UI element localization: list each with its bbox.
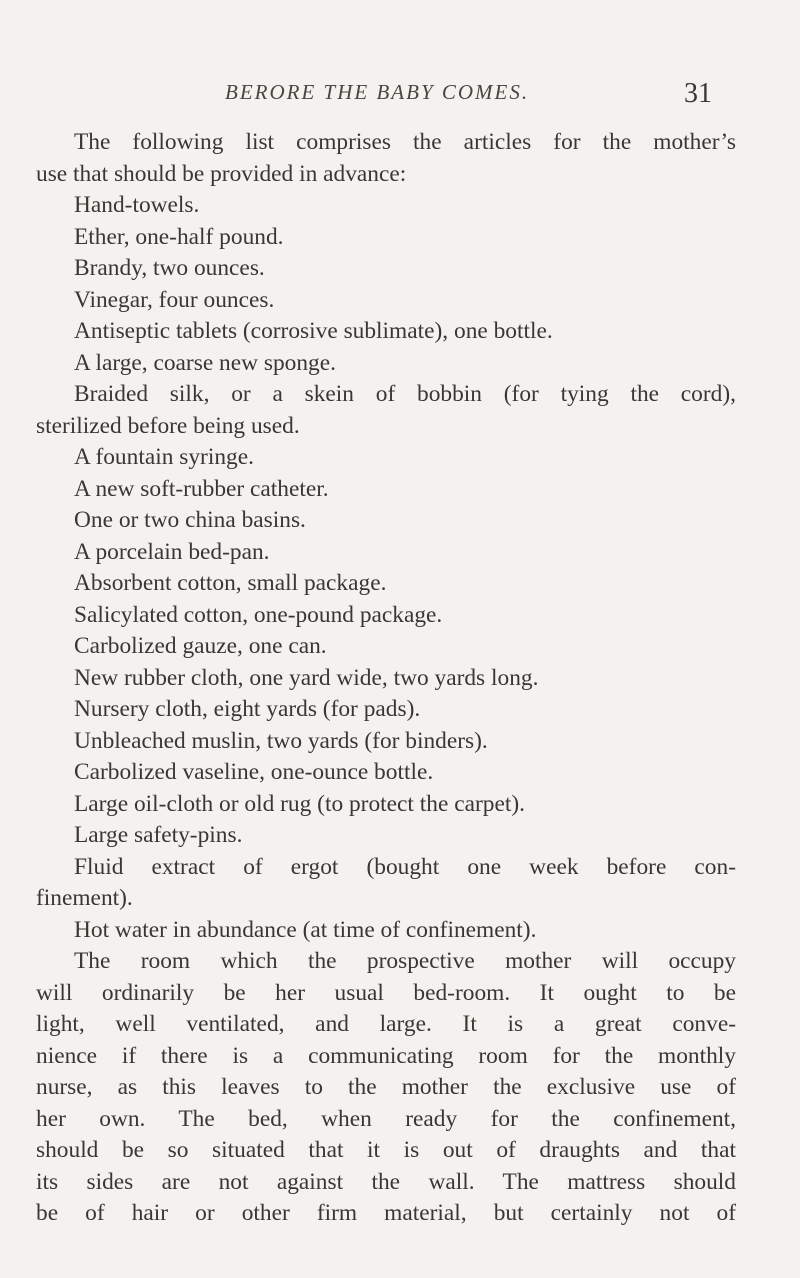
- paragraph-line: her own. The bed, when ready for the confinement,: [36, 1105, 736, 1132]
- running-head: BERORE THE BABY COMES.: [225, 80, 530, 104]
- paragraph-line: nurse, as this leaves to the mother the exclusive use of: [36, 1074, 736, 1100]
- list-item: New rubber cloth, one yard wide, two yards long.: [74, 664, 539, 691]
- paragraph-line: be of hair or other firm material, but certainly not of: [36, 1200, 736, 1226]
- list-item: Carbolized gauze, one can.: [74, 633, 327, 659]
- list-item: Brandy, two ounces.: [74, 255, 265, 281]
- list-item: Fluid extract of ergot (bought one week before con-: [74, 853, 736, 880]
- list-item: Large safety-pins.: [74, 822, 243, 848]
- list-item: Hot water in abundance (at time of confinement).: [74, 916, 537, 943]
- list-item-continuation: sterilized before being used.: [36, 412, 300, 439]
- list-item: Nursery cloth, eight yards (for pads).: [74, 696, 421, 722]
- list-item: One or two china basins.: [74, 507, 306, 533]
- list-item: Ether, one-half pound.: [74, 223, 284, 250]
- list-item: A large, coarse new sponge.: [74, 349, 336, 376]
- text-line: The following list comprises the articles for the mother’s: [74, 129, 736, 155]
- list-item: Vinegar, four ounces.: [74, 286, 275, 313]
- list-item: Hand-towels.: [74, 192, 200, 218]
- list-item: Braided silk, or a skein of bobbin (for tying the cord),: [74, 381, 736, 407]
- page-number: 31: [684, 78, 712, 109]
- list-item: A porcelain bed-pan.: [74, 538, 270, 565]
- paragraph-line: should be so situated that it is out of draughts and that: [36, 1137, 736, 1163]
- list-item: Salicylated cotton, one-pound package.: [74, 601, 443, 628]
- page-header: [0, 74, 800, 114]
- list-item: Absorbent cotton, small package.: [74, 570, 387, 596]
- body-text: [36, 127, 736, 1230]
- paragraph-line: will ordinarily be her usual bed-room. It ought to be: [36, 979, 736, 1006]
- paragraph-line: light, well ventilated, and large. It is a great conve-: [36, 1011, 736, 1037]
- list-item: Large oil-cloth or old rug (to protect the carpet).: [74, 790, 525, 817]
- paragraph-line: nience if there is a communicating room for the monthly: [36, 1042, 736, 1069]
- paragraph-line: The room which the prospective mother will occupy: [74, 948, 736, 974]
- list-item: A fountain syringe.: [74, 444, 254, 470]
- text-line: use that should be provided in advance:: [36, 160, 407, 187]
- list-item: Carbolized vaseline, one-ounce bottle.: [74, 759, 434, 785]
- list-item: A new soft-rubber catheter.: [74, 475, 329, 502]
- paragraph-line: its sides are not against the wall. The mattress should: [36, 1168, 736, 1195]
- list-item: Antiseptic tablets (corrosive sublimate), one bottle.: [74, 318, 553, 344]
- list-item: Unbleached muslin, two yards (for binders).: [74, 727, 488, 754]
- list-item-continuation: finement).: [36, 885, 133, 911]
